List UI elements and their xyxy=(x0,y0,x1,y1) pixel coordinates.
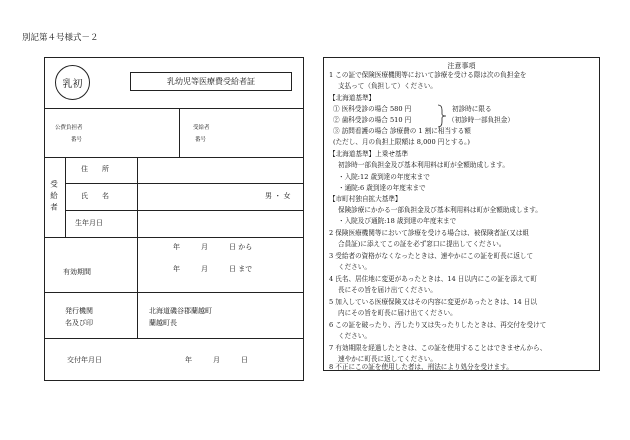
note-line: 【市町村独自拡大基準】 xyxy=(329,195,402,203)
divider-numbers xyxy=(179,108,180,157)
issuer-name: 北海道磯谷郡蘭越町 xyxy=(149,307,212,315)
rule-top xyxy=(45,108,303,109)
issuer-label: 発行機関 xyxy=(65,307,93,315)
issuer-label-seal: 名及び印 xyxy=(65,319,93,327)
note-line: 長にその旨を届け出てください。 xyxy=(338,286,437,294)
recipient-label: 受給者 xyxy=(193,125,210,131)
note-line: 4 氏名、居住地に変更があったときは、14 日以内にこの証を添えて町 xyxy=(329,275,537,283)
note-line: 支払って（負担して）ください。 xyxy=(338,82,437,90)
form-number: 別記第４号様式－２ xyxy=(22,33,99,43)
note-line: ください。 xyxy=(338,332,371,340)
rule-numbers xyxy=(45,157,303,158)
note-line: 合員証)に添えてこの証を必ず窓口に提出してください。 xyxy=(338,240,506,248)
note-line: 速やかに町長に返してください。 xyxy=(338,355,437,363)
note-line: ください。 xyxy=(338,263,371,271)
note-line: 内にその旨を町長に届け出てください。 xyxy=(338,309,457,317)
address-label: 住 所 xyxy=(81,165,109,173)
brace-icon xyxy=(436,104,448,128)
note-line: 7 有効期限を経過したときは、この証を使用することはできませんから、 xyxy=(329,344,547,352)
note-line: 2 保険医療機関等において診療を受ける場合は、被保険者証(又は組 xyxy=(329,229,530,237)
note-line: ③ 訪問看護の場合 診療費の 1 割に相当する額 xyxy=(333,127,471,135)
note-line: (ただし、月の負担上限額は 8,000 円とする。) xyxy=(333,138,471,146)
note-line: 6 この証を破ったり、汚したり又は失ったりしたときは、再交付を受けて xyxy=(329,321,547,329)
rule-address xyxy=(65,183,303,184)
note-line: 保険診療にかかる一部負担金及び基本利用料は町が全額助成します。 xyxy=(338,206,542,214)
note-line: ・通院:6 歳到達の年度末まで xyxy=(338,184,426,192)
insurer-label-number: 番号 xyxy=(71,137,83,143)
notes-panel xyxy=(323,57,600,371)
note-line: ・入院及び通院:18 歳到達の年度末まで xyxy=(338,217,457,225)
issuer-title: 蘭越町長 xyxy=(149,319,177,327)
note-line: 3 受給者の資格がなくなったときは、速やかにこの証を町長に返して xyxy=(329,252,534,260)
notes-title: 注意事項 xyxy=(447,62,476,70)
insurer-label: 公費負担者 xyxy=(55,125,83,131)
name-label: 氏 名 xyxy=(81,192,109,200)
note-line: 【北海道基準】上乗せ基準 xyxy=(329,150,409,158)
divider-recipient-section xyxy=(65,157,66,237)
recipient-section-label: 受給者 xyxy=(49,180,59,215)
note-line: ② 歯科受診の場合 510 円 xyxy=(333,116,412,124)
gender-options: 男 ・ 女 xyxy=(265,192,291,200)
valid-period-label: 有効期間 xyxy=(63,268,91,276)
brace-note-first-visit: 初診時に限る xyxy=(452,105,492,113)
recipient-label-number: 番号 xyxy=(195,137,207,143)
note-line: ・入院:12 歳到達の年度末まで xyxy=(338,173,430,181)
divider-label-column xyxy=(137,157,138,338)
brace-note-copay: （初診時一部負担金） xyxy=(448,116,514,124)
birthdate-label: 生年月日 xyxy=(75,219,103,227)
issue-date-label: 交付年月日 xyxy=(67,356,102,364)
rule-valid xyxy=(45,292,303,293)
rule-issuer xyxy=(45,338,303,339)
note-line: 1 この証で保険医療機関等において診療を受ける際は次の負担金を xyxy=(329,71,527,79)
note-line: 【北海道基準】 xyxy=(329,94,376,102)
valid-to: 年 月 日 まで xyxy=(173,265,253,273)
certificate-title: 乳幼児等医療費受給者証 xyxy=(130,72,292,91)
note-line: 5 加入している医療保険又はその内容に変更があったときは、14 日以 xyxy=(329,298,537,306)
stamp-circle: 乳初 xyxy=(55,65,90,100)
note-line: 初診時一部負担金及び基本利用料は町が全額助成します。 xyxy=(338,161,509,169)
rule-name xyxy=(65,210,303,211)
note-line: ① 医科受診の場合 580 円 xyxy=(333,105,412,113)
valid-from: 年 月 日 から xyxy=(173,243,253,251)
issue-date-value: 年 月 日 xyxy=(185,356,248,364)
certificate-card xyxy=(44,57,304,381)
rule-birth xyxy=(45,237,303,238)
note-line: 8 不正にこの証を使用した者は、刑法により処分を受けます。 xyxy=(329,363,513,371)
